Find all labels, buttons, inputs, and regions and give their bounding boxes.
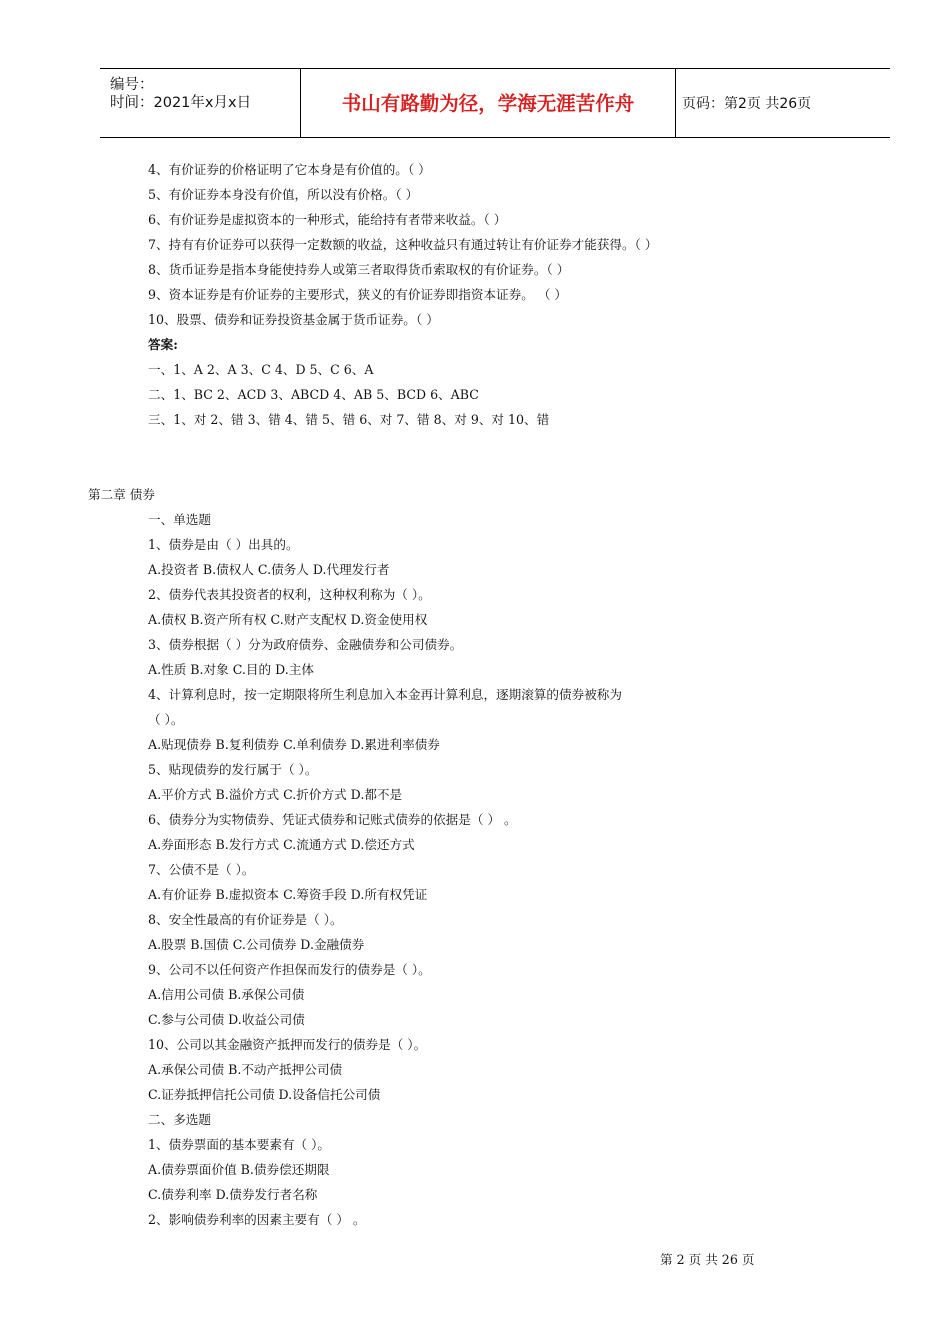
option-line: A.债券票面价值 B.债券偿还期限 (148, 1162, 330, 1177)
header-motto: 书山有路勤为径，学海无涯苦作舟 (301, 69, 676, 137)
serial-label: 编号： (110, 77, 154, 93)
answer-line: 二、1、BC 2、ACD 3、ABCD 4、AB 5、BCD 6、ABC (148, 387, 479, 402)
question-line: 5、有价证券本身没有价值，所以没有价格。（ ） (148, 187, 419, 202)
option-line: A.平价方式 B.溢价方式 C.折价方式 D.都不是 (148, 787, 403, 802)
header-meta (100, 69, 301, 137)
question-line: 10、股票、债券和证券投资基金属于货币证券。（ ） (148, 312, 439, 327)
question-line: （ ）。 (148, 712, 184, 727)
page-footer: 第 2 页 共 26 页 (660, 1252, 755, 1267)
question-line: 9、公司不以任何资产作担保而发行的债券是（ ）。 (148, 962, 431, 977)
time-label: 时间：2021年x月x日 (110, 95, 252, 111)
question-line: 5、贴现债券的发行属于（ ）。 (148, 762, 318, 777)
question-line: 6、有价证券是虚拟资本的一种形式，能给持有者带来收益。（ ） (148, 212, 507, 227)
option-line: C.参与公司债 D.收益公司债 (148, 1012, 305, 1027)
option-line: A.券面形态 B.发行方式 C.流通方式 D.偿还方式 (148, 837, 415, 852)
option-line: A.有价证券 B.虚拟资本 C.筹资手段 D.所有权凭证 (148, 887, 428, 902)
question-line: 2、影响债券利率的因素主要有（ ） 。 (148, 1212, 366, 1227)
section-heading: 二、多选题 (148, 1112, 211, 1127)
section-heading: 一、单选题 (148, 512, 211, 527)
question-line: 2、债券代表其投资者的权利，这种权利称为（ ）。 (148, 587, 431, 602)
question-line: 1、债券票面的基本要素有（ ）。 (148, 1137, 331, 1152)
question-line: 6、债券分为实物债券、凭证式债券和记账式债券的依据是（ ） 。 (148, 812, 517, 827)
question-line: 7、持有有价证券可以获得一定数额的收益，这种收益只有通过转让有价证券才能获得。（ ） (148, 237, 658, 252)
page-header (100, 68, 890, 138)
option-line: A.性质 B.对象 C.目的 D.主体 (148, 662, 314, 677)
answer-line: 一、1、A 2、A 3、C 4、D 5、C 6、A (148, 362, 374, 377)
chapter-title: 第二章 债券 (88, 487, 155, 502)
question-line: 4、计算利息时，按一定期限将所生利息加入本金再计算利息，逐期滚算的债券被称为 (148, 687, 622, 702)
question-line: 1、债券是由（ ）出具的。 (148, 537, 299, 552)
question-line: 7、公债不是（ ）。 (148, 862, 255, 877)
answer-line: 三、1、对 2、错 3、错 4、错 5、错 6、对 7、错 8、对 9、对 10、错 (148, 412, 550, 427)
option-line: C.证券抵押信托公司债 D.设备信托公司债 (148, 1087, 381, 1102)
question-line: 10、公司以其金融资产抵押而发行的债券是（ ）。 (148, 1037, 427, 1052)
option-line: A.投资者 B.债权人 C.债务人 D.代理发行者 (148, 562, 390, 577)
question-line: 9、资本证券是有价证券的主要形式，狭义的有价证券即指资本证券。 （ ） (148, 287, 568, 302)
option-line: A.债权 B.资产所有权 C.财产支配权 D.资金使用权 (148, 612, 428, 627)
option-line: A.股票 B.国债 C.公司债券 D.金融债券 (148, 937, 365, 952)
question-line: 4、有价证券的价格证明了它本身是有价值的。（ ） (148, 162, 431, 177)
question-line: 8、安全性最高的有价证券是（ ）。 (148, 912, 343, 927)
answers-heading: 答案: (148, 337, 178, 352)
question-line: 3、债券根据（ ）分为政府债券、金融债券和公司债券。 (148, 637, 463, 652)
question-line: 8、货币证券是指本身能使持券人或第三者取得货币索取权的有价证券。（ ） (148, 262, 570, 277)
option-line: A.承保公司债 B.不动产抵押公司债 (148, 1062, 343, 1077)
header-page-info: 页码：第2页 共26页 (682, 96, 812, 112)
option-line: C.债券利率 D.债券发行者名称 (148, 1187, 318, 1202)
option-line: A.贴现债券 B.复利债券 C.单利债券 D.累进利率债券 (148, 737, 440, 752)
option-line: A.信用公司债 B.承保公司债 (148, 987, 305, 1002)
